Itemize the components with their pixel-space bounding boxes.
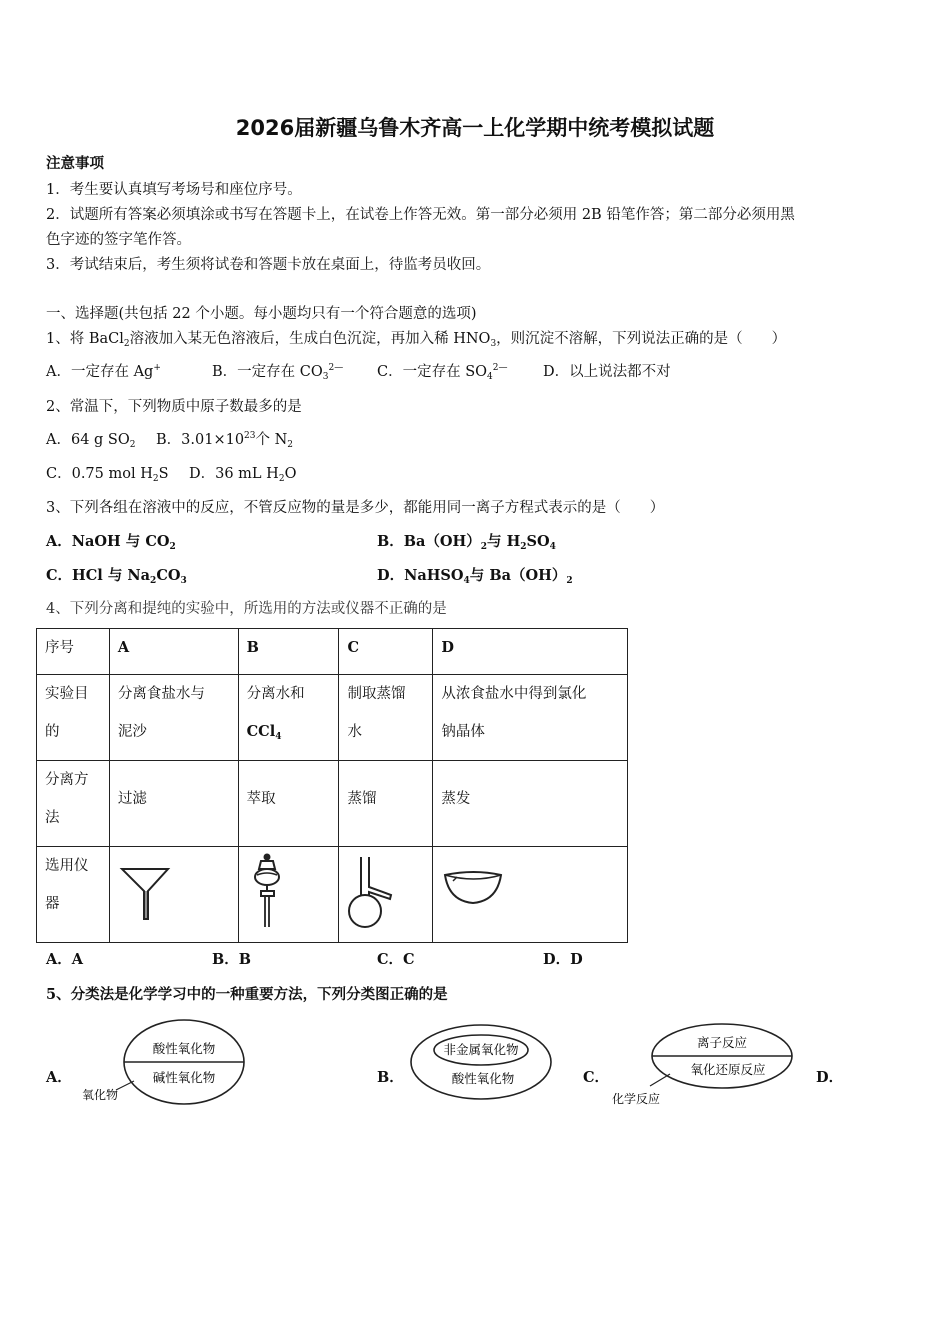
option-c-top-label: 离子反应 bbox=[696, 1035, 748, 1050]
apparatus-d bbox=[433, 847, 628, 943]
question-3-option-b[interactable]: B．$Ba(OH)_2$与 $H_2SO_4$ bbox=[377, 533, 556, 552]
option-b-diagram bbox=[405, 1022, 555, 1104]
separatory-funnel-icon bbox=[247, 851, 297, 935]
question-4-option-a[interactable]: A．A bbox=[46, 951, 84, 968]
purpose-a: 分离食盐水与 泥沙 bbox=[109, 675, 238, 761]
question-5-option-b[interactable]: B． bbox=[377, 1069, 404, 1086]
evaporating-dish-icon bbox=[441, 865, 507, 925]
row-method-label: 分离方 法 bbox=[37, 761, 110, 847]
question-5-option-c[interactable]: C． bbox=[583, 1069, 610, 1086]
option-a-bottom-label: 碱性氧化物 bbox=[152, 1070, 216, 1085]
header-c: C bbox=[339, 629, 433, 675]
method-a: 过滤 bbox=[109, 761, 238, 847]
table-header-row bbox=[37, 629, 628, 675]
question-1-option-d[interactable]: D．以上说法都不对 bbox=[543, 364, 671, 380]
question-3-option-a[interactable]: A．NaOH 与 $CO_2$ bbox=[46, 533, 176, 552]
page-title: 2026届新疆乌鲁木齐高一上化学期中统考模拟试题 bbox=[235, 116, 715, 140]
question-2-option-c[interactable]: C．0.75 mol $H_2S$ bbox=[46, 466, 169, 484]
header-b: B bbox=[238, 629, 339, 675]
table-row-purpose bbox=[37, 675, 628, 761]
method-c: 蒸馏 bbox=[339, 761, 433, 847]
header-number: 序号 bbox=[37, 629, 110, 675]
question-4-table bbox=[36, 628, 628, 943]
question-1-option-b[interactable]: B．一定存在 $CO_3^{2—}$ bbox=[212, 363, 344, 382]
question-1-option-c[interactable]: C．一定存在 $SO_4^{2—}$ bbox=[377, 363, 508, 382]
header-a: A bbox=[109, 629, 238, 675]
method-b: 萃取 bbox=[238, 761, 339, 847]
purpose-d: 从浓食盐水中得到氯化 钠晶体 bbox=[433, 675, 628, 761]
question-3-stem: 3、下列各组在溶液中的反应，不管反应物的量是多少，都能用同一离子方程式表示的是（ ） bbox=[46, 500, 665, 516]
question-2-stem: 2、常温下，下列物质中原子数最多的是 bbox=[46, 399, 302, 415]
question-1-stem: 1、将 BaCl$_2$溶液加入某无色溶液后，生成白色沉淀，再加入稀 $HNO_3$，则沉淀不溶解，下列说法正确的是（ ） bbox=[46, 331, 787, 349]
header-d: D bbox=[433, 629, 628, 675]
apparatus-b bbox=[238, 847, 339, 943]
question-3-option-c[interactable]: C．HCl 与 $Na_2CO_3$ bbox=[46, 567, 187, 586]
question-5-option-d[interactable]: D． bbox=[816, 1069, 844, 1086]
notice-item-3: 3．考试结束后，考生须将试卷和答题卡放在桌面上，待监考员收回。 bbox=[46, 257, 491, 273]
question-1-option-a[interactable]: A．一定存在 Ag+ bbox=[46, 363, 161, 380]
method-d: 蒸发 bbox=[433, 761, 628, 847]
option-a-diagram bbox=[72, 1018, 252, 1110]
purpose-b: 分离水和 CCl$_4$ bbox=[238, 675, 339, 761]
notice-item-1: 1．考生要认真填写考场号和座位序号。 bbox=[46, 182, 302, 198]
option-b-inner-label: 非金属氧化物 bbox=[443, 1042, 519, 1057]
section-heading: 一、选择题(共包括 22 个小题。每小题均只有一个符合题意的选项) bbox=[46, 306, 477, 322]
apparatus-c bbox=[339, 847, 433, 943]
row-purpose-label: 实验目 的 bbox=[37, 675, 110, 761]
question-3-option-d[interactable]: D．NaHSO$_4$与 $Ba(OH)_2$ bbox=[377, 567, 573, 586]
question-2-option-d[interactable]: D．36 mL $H_2O$ bbox=[189, 466, 297, 484]
option-c-outer-label: 化学反应 bbox=[611, 1092, 661, 1106]
question-4-option-d[interactable]: D．D bbox=[543, 951, 583, 968]
question-4-option-c[interactable]: C．C bbox=[377, 951, 415, 968]
row-apparatus-label: 选用仪 器 bbox=[37, 847, 110, 943]
question-4-stem: 4、下列分离和提纯的实验中，所选用的方法或仪器不正确的是 bbox=[46, 601, 447, 617]
question-5-option-a[interactable]: A． bbox=[46, 1069, 72, 1086]
question-5-stem: 5、分类法是化学学习中的一种重要方法，下列分类图正确的是 bbox=[46, 986, 448, 1003]
table-row-method bbox=[37, 761, 628, 847]
option-c-diagram bbox=[604, 1022, 804, 1112]
question-2-option-a[interactable]: A．64 g $SO_2$ bbox=[46, 432, 136, 450]
notice-item-2-line-2: 色字迹的签字笔作答。 bbox=[46, 232, 191, 248]
distilling-flask-icon bbox=[347, 851, 407, 935]
purpose-c: 制取蒸馏 水 bbox=[339, 675, 433, 761]
funnel-icon bbox=[118, 861, 178, 931]
apparatus-a bbox=[109, 847, 238, 943]
option-b-outer-label: 酸性氧化物 bbox=[451, 1071, 515, 1086]
option-c-bottom-label: 氧化还原反应 bbox=[690, 1062, 766, 1077]
option-a-outer-label: 氧化物 bbox=[81, 1088, 119, 1102]
table-row-apparatus bbox=[37, 847, 628, 943]
option-a-top-label: 酸性氧化物 bbox=[152, 1041, 216, 1056]
question-2-option-b[interactable]: B．$3.01\times 10^{23}$个 $N_2$ bbox=[156, 431, 294, 450]
notice-item-2-line-1: 2．试题所有答案必须填涂或书写在答题卡上，在试卷上作答无效。第一部分必须用 2B 铅笔作答；第二部分必须用黑 bbox=[46, 207, 795, 223]
notice-heading: 注意事项 bbox=[46, 155, 104, 172]
question-4-option-b[interactable]: B．B bbox=[212, 951, 252, 968]
